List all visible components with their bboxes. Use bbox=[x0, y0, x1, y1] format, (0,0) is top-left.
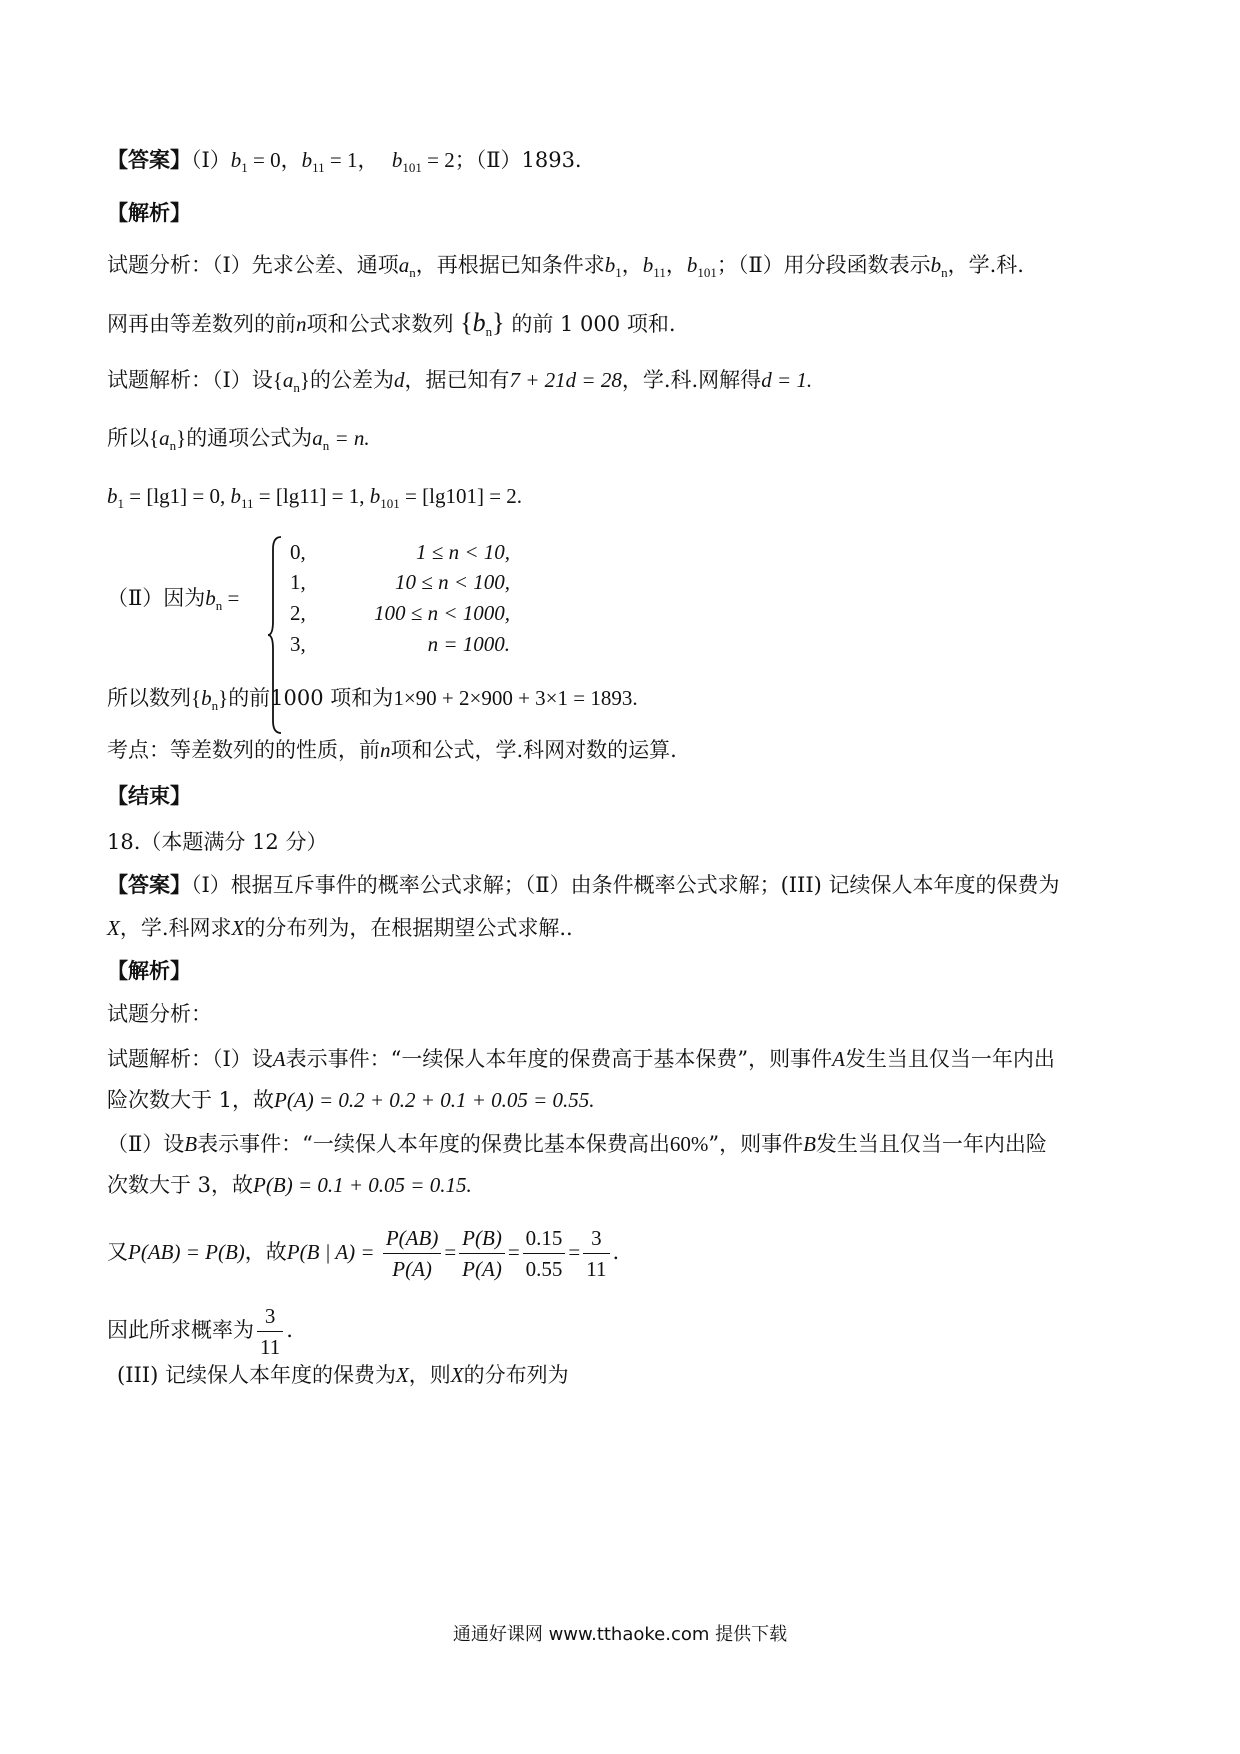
q18-part2-line1: （Ⅱ）设B表示事件：“一续保人本年度的保费比基本保费高出60%”，则事件B发生当且仅当一年内出险 bbox=[107, 1132, 1047, 1156]
q18-part1-line2: 险次数大于 1，故P(A) = 0.2 + 0.2 + 0.1 + 0.05 = 0.55. bbox=[107, 1088, 595, 1112]
piecewise-condition: 100 ≤ n < 1000, bbox=[374, 601, 510, 625]
q17-part2-label: （Ⅱ）因为$b_n$ = bbox=[107, 586, 240, 613]
piecewise-condition: 1 ≤ n < 10, bbox=[416, 540, 510, 564]
q18-part2-line2: 次数大于 3，故P(B) = 0.1 + 0.05 = 0.15. bbox=[107, 1173, 472, 1197]
q17-lg-values: $b_1 = [\lg 1] = 0$, $b_{11} = [\lg 11] = 1$, $b_{101} = [\lg 101] = 2$. bbox=[107, 484, 523, 511]
q18-part3-line: (III) 记续保人本年度的保费为X，则X的分布列为 bbox=[117, 1363, 569, 1387]
q17-answer-line: 【答案】$(Ⅰ)b_1 = 0$，$b_{11} = 1$， $b_{101} = 2$；（Ⅱ）1893. bbox=[107, 147, 582, 175]
q18-analysis-label: 【解析】 bbox=[107, 958, 191, 983]
q17-analysis-line2: 网再由等差数列的前n项和公式求数列 $\{b_n\}$ 的前 1 000 项和. bbox=[107, 308, 676, 339]
piecewise-value: 1, bbox=[290, 570, 306, 594]
q17-sum-line: 所以数列$\{b_n\}$的前1000 项和为1×90 + 2×900 + 3×1 = 1893. bbox=[107, 686, 638, 713]
piecewise-condition: n = 1000. bbox=[427, 632, 510, 656]
piecewise-value: 2, bbox=[290, 601, 306, 625]
q18-answer-line2: X，学.科网求X的分布列为，在根据期望公式求解.. bbox=[107, 916, 573, 940]
q18-analysis: 试题分析： bbox=[107, 1002, 212, 1026]
q18-answer-line1: 【答案】（Ⅰ）根据互斥事件的概率公式求解；（Ⅱ）由条件概率公式求解；(III) 记续保人本年度的保费为 bbox=[107, 872, 1060, 897]
answer-label: 【答案】 bbox=[107, 147, 191, 172]
q17-analysis-line1: 试题分析：（Ⅰ）先求公差、通项$a_n$，再根据已知条件求$b_1$，$b_{11}$，$b_{101}$；（Ⅱ）用分段函数表示$b_n$，学.科. bbox=[107, 253, 1024, 280]
q18-probability-result: 因此所求概率为 $\frac{3}{11}$ . bbox=[107, 1300, 293, 1362]
q17-key-points: 考点：等差数列的的性质，前n项和公式，学.科网对数的运算. bbox=[107, 738, 677, 762]
piecewise-condition: 10 ≤ n < 100, bbox=[395, 570, 510, 594]
page-footer: 通通好课网 www.tthaoke.com 提供下载 bbox=[452, 1624, 788, 1645]
q17-end-label: 【结束】 bbox=[107, 783, 191, 808]
piecewise-value: 3, bbox=[290, 632, 306, 656]
q18-part1-line1: 试题解析：（Ⅰ）设A表示事件：“一续保人本年度的保费高于基本保费”，则事件A发生当且仅当一年内出 bbox=[107, 1047, 1055, 1071]
piecewise-value: 0, bbox=[290, 540, 306, 564]
q17-solution-line1: 试题解析：（Ⅰ）设$\{a_n\}$的公差为d，据已知有7 + 21d = 28，学.科.网解得d = 1. bbox=[107, 368, 813, 395]
q17-analysis-label: 【解析】 bbox=[107, 200, 191, 225]
q18-conditional-prob: 又P(AB) = P(B)，故P(B | A) = $\frac{P(AB)}{P(A)}$ = $\frac{P(B)}{P(A)}$ = $\frac{0.15}{0.55}$ = $\frac{3}{11}$ . bbox=[107, 1222, 619, 1284]
q18-title: 18.（本题满分 12 分） bbox=[107, 830, 328, 854]
q17-general-term: 所以$\{a_n\}$的通项公式为$a_n = n$. bbox=[107, 426, 370, 453]
